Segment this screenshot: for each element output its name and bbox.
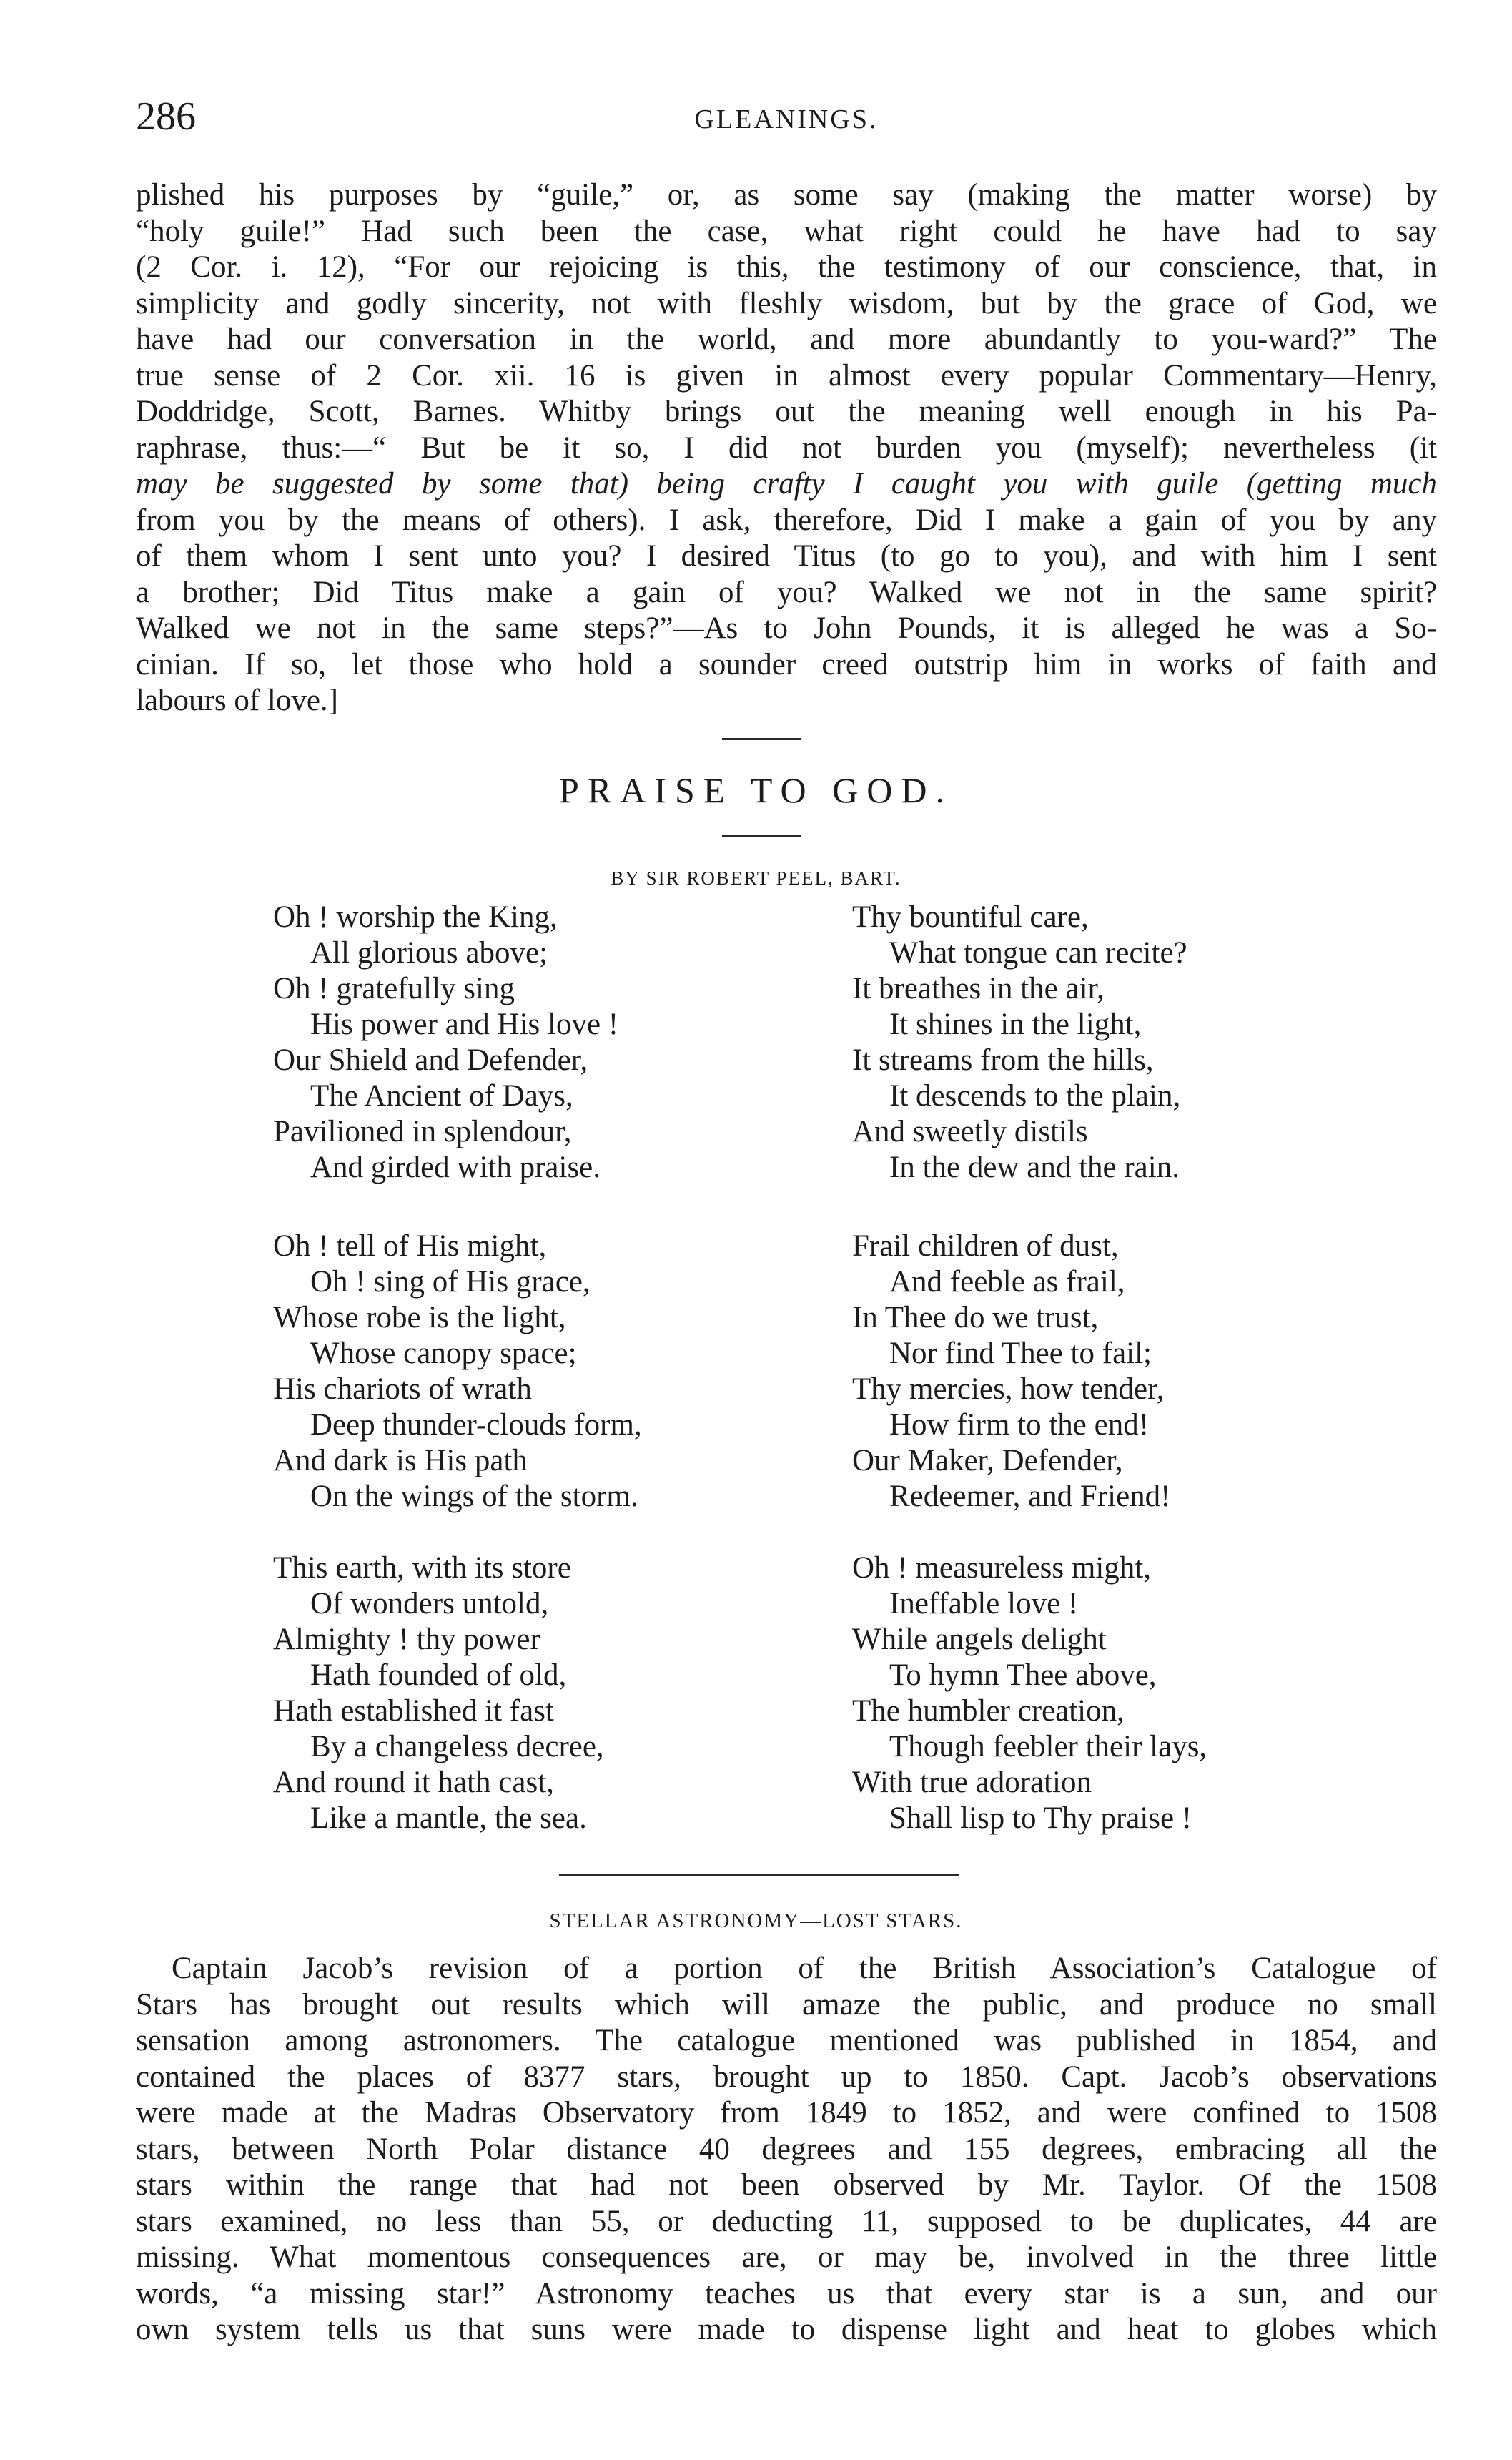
intro-line: from you by the means of others). I ask, therefore, Did I make a gain of you by any bbox=[136, 503, 1437, 537]
verse-line: Oh ! gratefully sing bbox=[273, 972, 515, 1005]
article-line: Captain Jacob’s revision of a portion of the British Association’s Catalogue of bbox=[172, 1952, 1437, 1985]
verse-line: What tongue can recite? bbox=[889, 936, 1187, 970]
poem-stanza-left-3 bbox=[273, 1550, 604, 1836]
verse-line: This earth, with its store bbox=[273, 1551, 571, 1585]
verse-line: While angels delight bbox=[852, 1623, 1107, 1656]
intro-line: of them whom I sent unto you? I desired Titus (to go to you), and with him I sent bbox=[136, 539, 1437, 573]
verse-line: Oh ! tell of His might, bbox=[273, 1229, 547, 1263]
intro-line: may be suggested by some that) being crafty I caught you with guile (getting much bbox=[136, 467, 1437, 501]
article-line: contained the places of 8377 stars, brought up to 1850. Capt. Jacob’s observations bbox=[136, 2060, 1437, 2094]
verse-line: The Ancient of Days, bbox=[310, 1079, 573, 1113]
verse-line: And round it hath cast, bbox=[273, 1766, 554, 1799]
title-underline bbox=[722, 835, 801, 837]
verse-line: All glorious above; bbox=[310, 936, 548, 970]
poem-stanza-left-1 bbox=[273, 900, 618, 1186]
intro-line: have had our conversation in the world, and more abundantly to you-ward?” The bbox=[136, 323, 1437, 356]
verse-line: It shines in the light, bbox=[889, 1008, 1142, 1041]
verse-line: Though feebler their lays, bbox=[889, 1730, 1207, 1763]
verse-line: His chariots of wrath bbox=[273, 1372, 532, 1406]
verse-line: Our Shield and Defender, bbox=[273, 1043, 588, 1077]
article-line: stars examined, no less than 55, or deducting 11, supposed to be duplicates, 44 are bbox=[136, 2204, 1437, 2238]
poem-author: BY SIR ROBERT PEEL, BART. bbox=[611, 867, 901, 889]
poem-stanza-right-3 bbox=[852, 1550, 1207, 1836]
verse-line: Oh ! worship the King, bbox=[273, 900, 558, 934]
verse-line: Of wonders untold, bbox=[310, 1587, 549, 1620]
intro-line: simplicity and godly sincerity, not with fleshly wisdom, but by the grace of God, we bbox=[136, 286, 1437, 320]
article-line: own system tells us that suns were made to dispense light and heat to globes which bbox=[136, 2313, 1437, 2346]
article-paragraph bbox=[136, 1951, 1437, 2348]
verse-line: Ineffable love ! bbox=[889, 1587, 1079, 1620]
verse-line: To hymn Thee above, bbox=[889, 1658, 1157, 1692]
verse-line: How firm to the end! bbox=[889, 1408, 1150, 1442]
article-line: missing. What momentous consequences are, or may be, involved in the three little bbox=[136, 2240, 1437, 2274]
verse-line: Thy bountiful care, bbox=[852, 900, 1089, 934]
intro-line: true sense of 2 Cor. xii. 16 is given in almost every popular Commentary—Henry, bbox=[136, 358, 1437, 393]
poem-title: PRAISE TO GOD. bbox=[559, 770, 953, 810]
verse-line: It descends to the plain, bbox=[889, 1079, 1181, 1113]
verse-line: Nor find Thee to fail; bbox=[889, 1337, 1152, 1370]
verse-line: Like a mantle, the sea. bbox=[310, 1801, 587, 1835]
verse-line: And girded with praise. bbox=[310, 1151, 601, 1184]
verse-line: And feeble as frail, bbox=[889, 1265, 1125, 1299]
verse-line: Thy mercies, how tender, bbox=[852, 1372, 1165, 1406]
verse-line: It breathes in the air, bbox=[852, 972, 1105, 1005]
verse-line: On the wings of the storm. bbox=[310, 1480, 638, 1513]
intro-line: cinian. If so, let those who hold a sounder creed outstrip him in works of faith and bbox=[136, 647, 1437, 682]
section-divider bbox=[722, 738, 801, 740]
verse-line: Oh ! measureless might, bbox=[852, 1551, 1151, 1585]
poem-stanza-right-2 bbox=[852, 1229, 1171, 1515]
verse-line: Redeemer, and Friend! bbox=[889, 1480, 1171, 1513]
intro-line: a brother; Did Titus make a gain of you? Walked we not in the same spirit? bbox=[136, 575, 1437, 609]
verse-line: Pavilioned in splendour, bbox=[273, 1115, 572, 1148]
intro-line: raphrase, thus:—“ But be it so, I did not burden you (myself); nevertheless (it bbox=[136, 431, 1437, 465]
verse-line: And sweetly distils bbox=[852, 1115, 1088, 1148]
poem-stanza-right-1 bbox=[852, 900, 1187, 1186]
verse-line: In the dew and the rain. bbox=[889, 1151, 1180, 1184]
verse-line: Our Maker, Defender, bbox=[852, 1444, 1123, 1477]
section-divider bbox=[559, 1874, 959, 1876]
verse-line: Hath founded of old, bbox=[310, 1658, 567, 1692]
article-title: STELLAR ASTRONOMY—LOST STARS. bbox=[549, 1909, 963, 1932]
running-head: GLEANINGS. bbox=[694, 104, 879, 134]
verse-line: Deep thunder-clouds form, bbox=[310, 1408, 642, 1442]
verse-line: With true adoration bbox=[852, 1766, 1092, 1799]
verse-line: His power and His love ! bbox=[310, 1008, 619, 1041]
verse-line: Almighty ! thy power bbox=[273, 1623, 540, 1656]
article-line: Stars has brought out results which will amaze the public, and produce no small bbox=[136, 1987, 1437, 2022]
article-line: were made at the Madras Observatory from 1849 to 1852, and were confined to 1508 bbox=[136, 2096, 1437, 2130]
verse-line: And dark is His path bbox=[273, 1444, 528, 1477]
intro-line: labours of love.] bbox=[136, 684, 339, 717]
intro-line: plished his purposes by “guile,” or, as some say (making the matter worse) by bbox=[136, 178, 1437, 212]
article-line: words, “a missing star!” Astronomy teaches us that every star is a sun, and our bbox=[136, 2276, 1437, 2311]
verse-line: By a changeless decree, bbox=[310, 1730, 604, 1763]
article-line: sensation among astronomers. The catalogue mentioned was published in 1854, and bbox=[136, 2024, 1437, 2057]
verse-line: Frail children of dust, bbox=[852, 1229, 1119, 1263]
page-number: 286 bbox=[136, 94, 196, 139]
intro-line: Doddridge, Scott, Barnes. Whitby brings out the meaning well enough in his Pa- bbox=[136, 395, 1437, 428]
verse-line: It streams from the hills, bbox=[852, 1043, 1154, 1077]
intro-line: “holy guile!” Had such been the case, what right could he have had to say bbox=[136, 214, 1437, 248]
verse-line: In Thee do we trust, bbox=[852, 1301, 1099, 1334]
verse-line: Whose canopy space; bbox=[310, 1337, 577, 1370]
verse-line: Hath established it fast bbox=[273, 1694, 554, 1728]
intro-line: Walked we not in the same steps?”—As to John Pounds, it is alleged he was a So- bbox=[136, 611, 1437, 645]
verse-line: The humbler creation, bbox=[852, 1694, 1125, 1728]
poem-stanza-left-2 bbox=[273, 1229, 642, 1515]
verse-line: Shall lisp to Thy praise ! bbox=[889, 1801, 1192, 1835]
verse-line: Whose robe is the light, bbox=[273, 1301, 566, 1334]
article-line: stars, between North Polar distance 40 degrees and 155 degrees, embracing all the bbox=[136, 2132, 1437, 2166]
intro-line: (2 Cor. i. 12), “For our rejoicing is this, the testimony of our conscience, that, in bbox=[136, 250, 1437, 284]
intro-paragraph bbox=[136, 177, 1437, 719]
page-header bbox=[136, 92, 1437, 142]
verse-line: Oh ! sing of His grace, bbox=[310, 1265, 591, 1299]
article-line: stars within the range that had not been observed by Mr. Taylor. Of the 1508 bbox=[136, 2168, 1437, 2202]
